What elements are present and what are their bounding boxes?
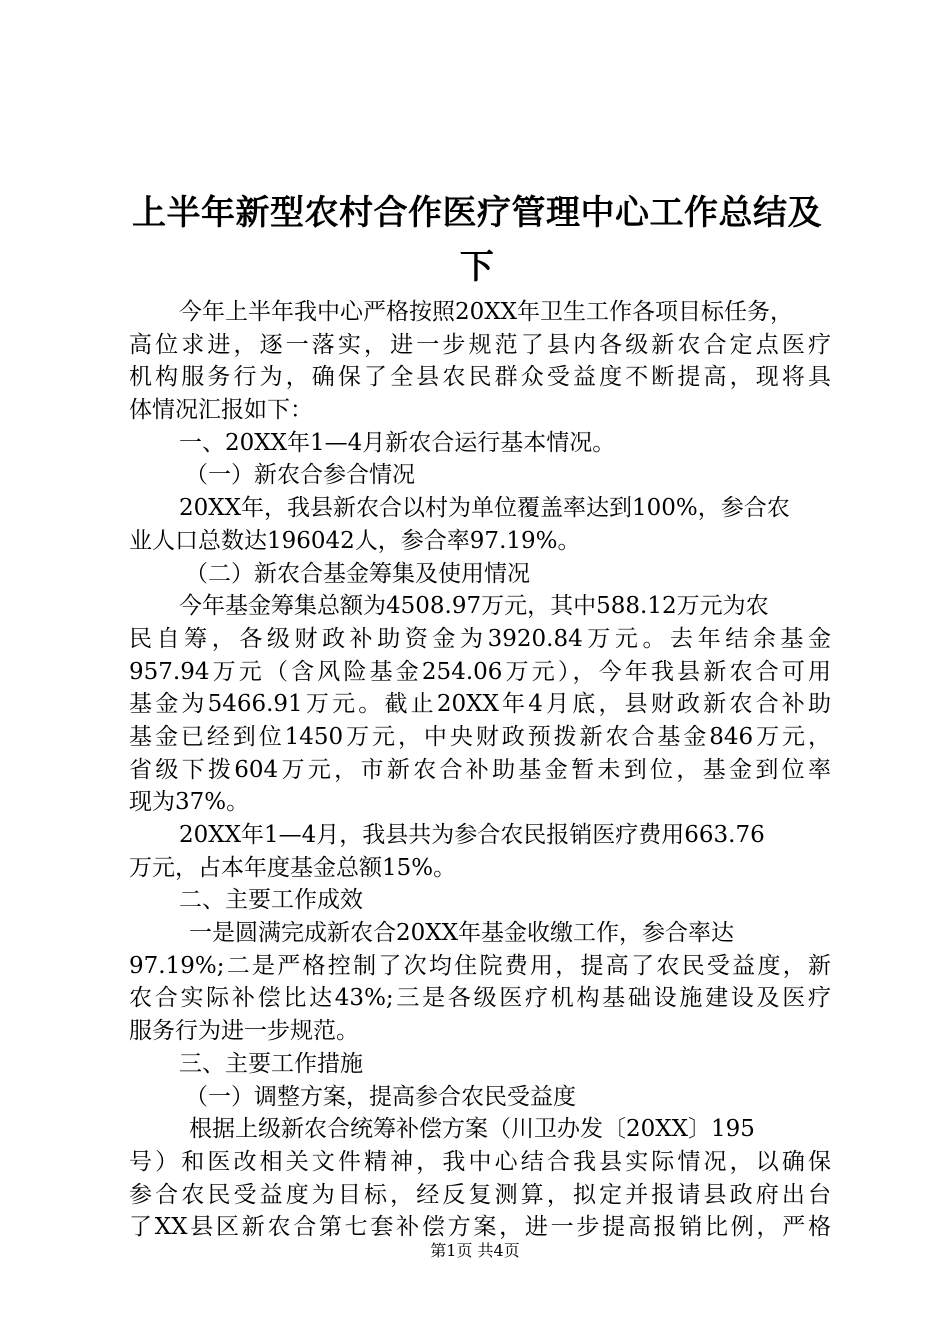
paragraph-line: 957.94万元（含风险基金254.06万元），今年我县新农合可用	[129, 658, 831, 685]
document-body	[129, 296, 831, 1244]
section-heading: 一、20XX年1—4月新农合运行基本情况。	[179, 429, 616, 456]
paragraph-line: 97.19%;二是严格控制了次均住院费用，提高了农民受益度，新	[129, 952, 831, 979]
paragraph-line: 参合农民受益度为目标，经反复测算，拟定并报请县政府出台	[129, 1181, 831, 1208]
paragraph-line: 机构服务行为，确保了全县农民群众受益度不断提高，现将具	[129, 364, 831, 391]
paragraph-line: 省级下拨604万元，市新农合补助基金暂未到位，基金到位率	[129, 756, 831, 783]
paragraph-line: 民自筹，各级财政补助资金为3920.84万元。去年结余基金	[129, 625, 831, 652]
section-heading: 三、主要工作措施	[179, 1050, 363, 1077]
paragraph-line: 服务行为进一步规范。	[129, 1018, 359, 1045]
paragraph-line: 业人口总数达196042人，参合率97.19%。	[129, 527, 581, 554]
paragraph-line: 今年基金筹集总额为4508.97万元，其中588.12万元为农	[179, 593, 769, 620]
paragraph-line: 万元，占本年度基金总额15%。	[129, 854, 457, 881]
paragraph-line: 农合实际补偿比达43%;三是各级医疗机构基础设施建设及医疗	[129, 985, 831, 1012]
paragraph-line: 基金为5466.91万元。截止20XX年4月底，县财政新农合补助	[129, 691, 831, 718]
paragraph-line: 体情况汇报如下：	[129, 397, 313, 424]
paragraph-line: 今年上半年我中心严格按照20XX年卫生工作各项目标任务，	[179, 299, 794, 325]
page-footer: 第1页 共4页	[430, 1241, 520, 1260]
paragraph-line: 20XX年，我县新农合以村为单位覆盖率达到100%，参合农	[179, 495, 790, 522]
paragraph-line: 一是圆满完成新农合20XX年基金收缴工作，参合率达	[189, 920, 735, 947]
subsection-heading: （一）新农合参合情况	[185, 462, 415, 489]
paragraph-line: 基金已经到位1450万元，中央财政预拨新农合基金846万元，	[129, 723, 831, 750]
document-title	[112, 186, 842, 294]
subsection-heading: （一）调整方案，提高参合农民受益度	[185, 1083, 576, 1110]
paragraph-line: 了XX县区新农合第七套补偿方案，进一步提高报销比例，严格	[129, 1214, 831, 1241]
paragraph-line: 根据上级新农合统筹补偿方案（川卫办发〔20XX〕195	[189, 1116, 755, 1143]
title-line-1: 上半年新型农村合作医疗管理中心工作总结及	[132, 193, 822, 233]
paragraph-line: 20XX年1—4月，我县共为参合农民报销医疗费用663.76	[179, 822, 765, 848]
paragraph-line: 高位求进，逐一落实，进一步规范了县内各级新农合定点医疗	[129, 331, 831, 358]
title-line-2: 下	[459, 247, 495, 287]
subsection-heading: （二）新农合基金筹集及使用情况	[185, 560, 530, 587]
paragraph-line: 号）和医改相关文件精神，我中心结合我县实际情况，以确保	[129, 1148, 831, 1175]
paragraph-line: 现为37%。	[129, 789, 250, 816]
section-heading: 二、主要工作成效	[179, 887, 363, 914]
